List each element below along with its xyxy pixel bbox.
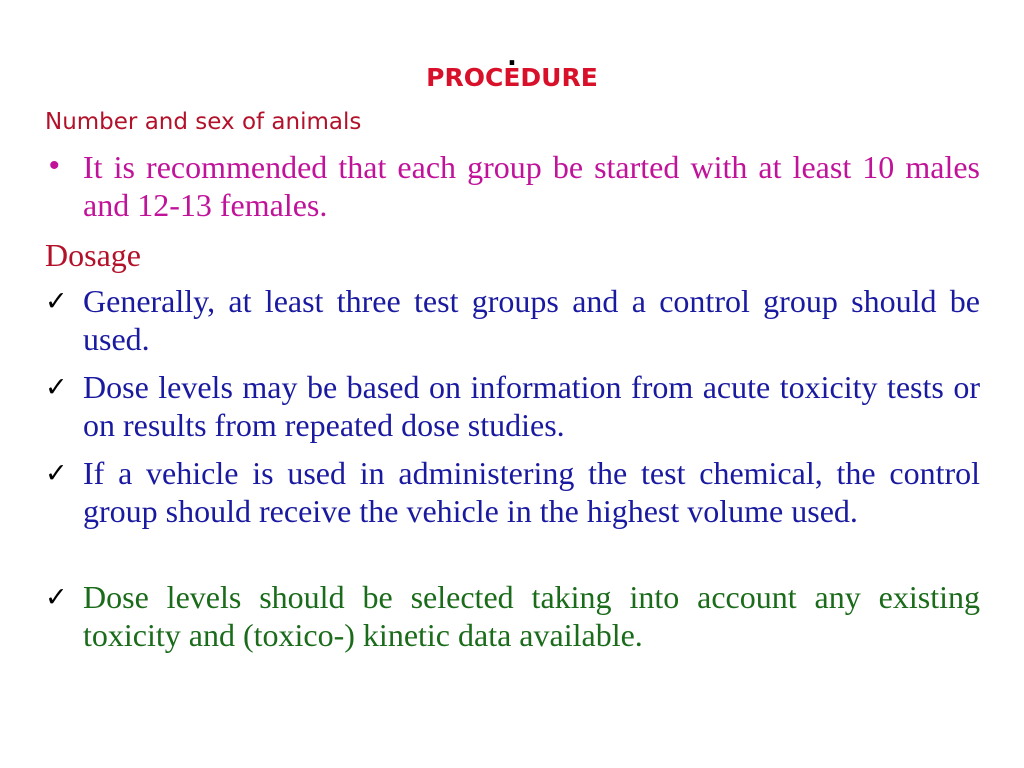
page-title: PROCEDURE (426, 63, 598, 92)
checkmark-icon: ✓ (45, 582, 68, 613)
subheading-animals: Number and sex of animals (45, 109, 362, 135)
checkmark-icon: ✓ (45, 286, 68, 317)
subheading-dosage: Dosage (45, 237, 141, 273)
checklist-item-3 (45, 454, 980, 530)
checklist-item-2 (45, 368, 980, 444)
bullet-item (45, 148, 980, 224)
checklist-item-text: Dose levels may be based on information from acute toxicity tests or on results from repeated dose studies. (83, 369, 980, 443)
checklist-item-1 (45, 282, 980, 358)
checklist-item-4 (45, 578, 980, 654)
checklist-item-text: Generally, at least three test groups and a control group should be used. (83, 283, 980, 357)
checklist-item-text: Dose levels should be selected taking into account any existing toxicity and (toxico-) kinetic data available. (83, 579, 980, 653)
title-dot: . (507, 36, 517, 72)
bullet-item-text: It is recommended that each group be started with at least 10 males and 12-13 females. (83, 149, 980, 223)
checkmark-icon: ✓ (45, 458, 68, 489)
checklist-item-text: If a vehicle is used in administering the test chemical, the control group should receive the vehicle in the highest volume used. (83, 455, 980, 529)
bullet-dot-icon: • (49, 149, 60, 182)
checkmark-icon: ✓ (45, 372, 68, 403)
